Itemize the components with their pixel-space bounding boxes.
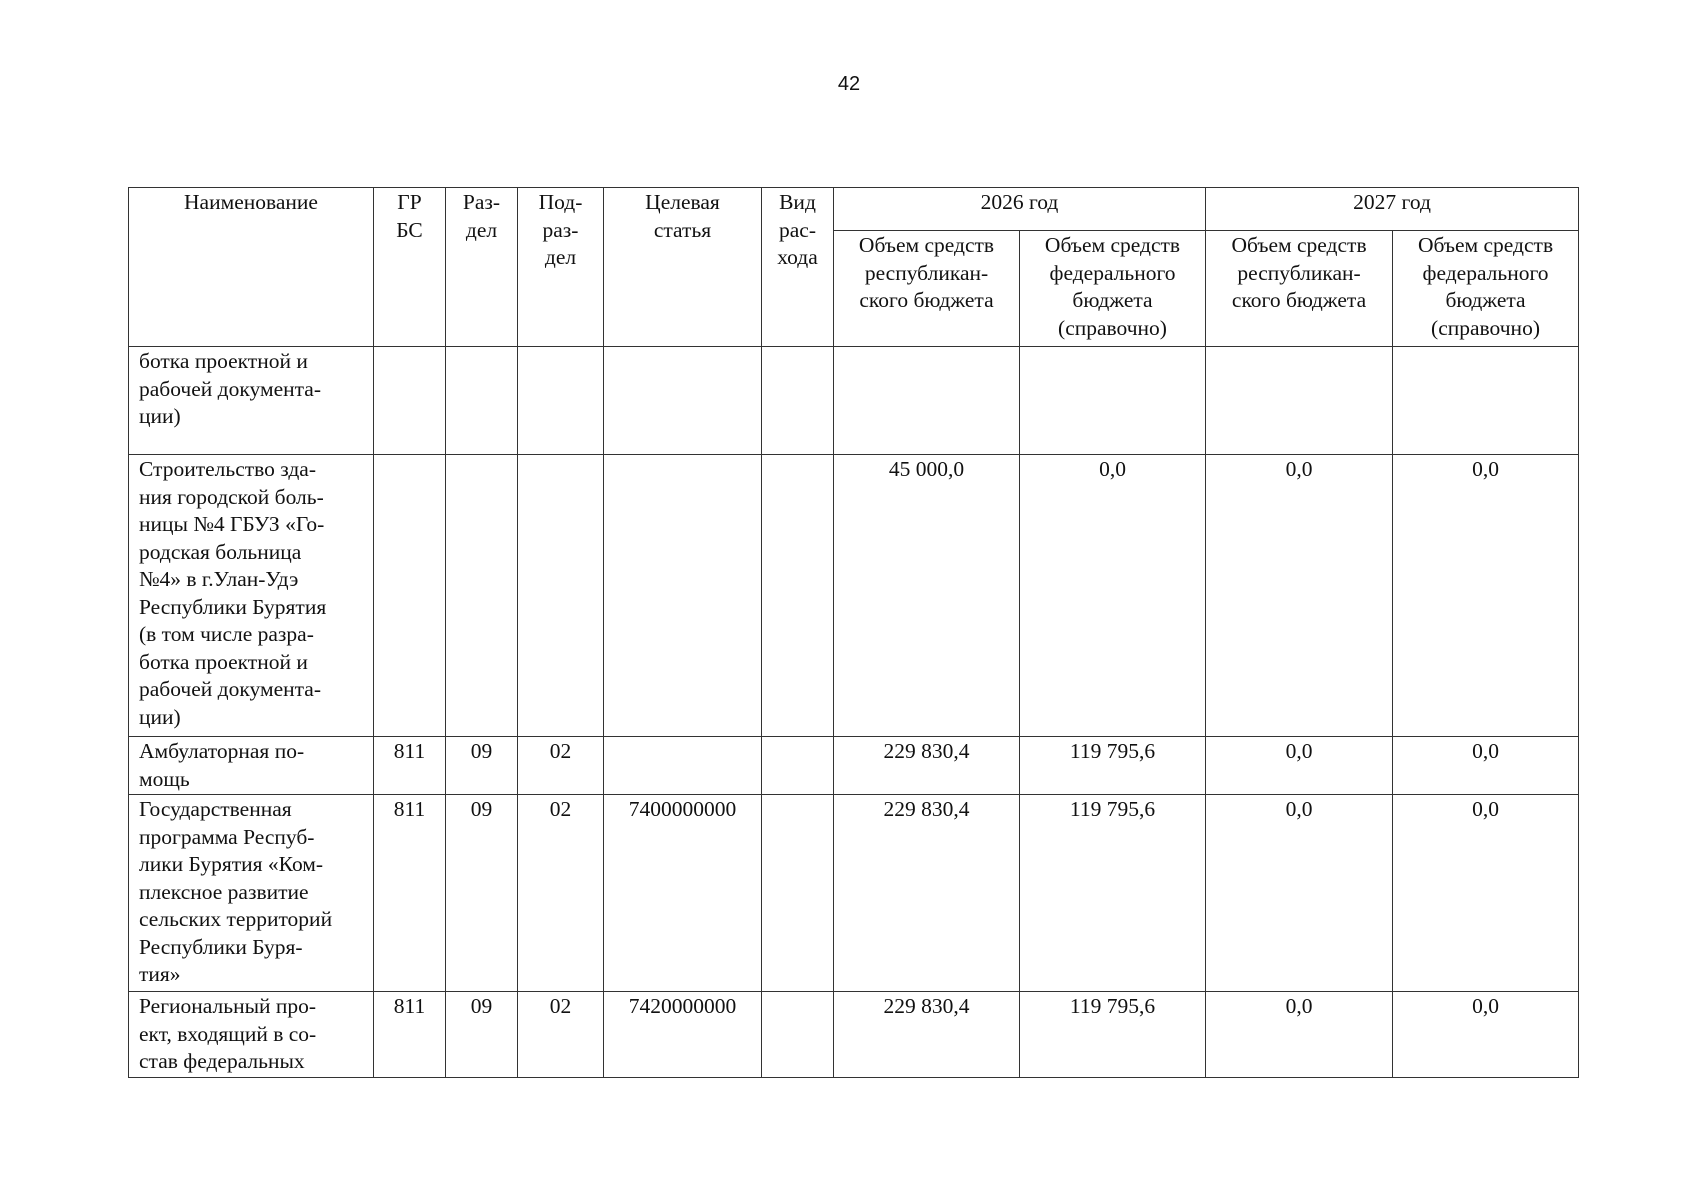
header-grbs: ГР БС [374, 188, 446, 347]
table-row [129, 455, 1579, 737]
cell-vid [762, 455, 834, 737]
cell-razdel: 09 [446, 992, 518, 1078]
cell-target [604, 737, 762, 795]
cell-rep-2026: 45 000,0 [834, 455, 1020, 737]
cell-razdel [446, 455, 518, 737]
cell-fed-2026: 119 795,6 [1020, 737, 1206, 795]
cell-razdel [446, 347, 518, 455]
cell-razdel: 09 [446, 795, 518, 992]
budget-table [128, 187, 1579, 1078]
cell-rep-2026: 229 830,4 [834, 737, 1020, 795]
cell-podrazdel [518, 347, 604, 455]
cell-target [604, 347, 762, 455]
cell-rep-2026: 229 830,4 [834, 992, 1020, 1078]
table-header-row [129, 188, 1579, 231]
cell-rep-2027 [1206, 347, 1393, 455]
header-rep-budget-2027: Объем средств республикан- ского бюджета [1206, 231, 1393, 347]
header-expense-type: Вид рас- хода [762, 188, 834, 347]
cell-name: ботка проектной и рабочей документа- ции) [129, 347, 374, 455]
table-row [129, 992, 1579, 1078]
header-fed-budget-2026: Объем средств федерального бюджета (справочно) [1020, 231, 1206, 347]
table-row [129, 795, 1579, 992]
header-rep-budget-2026: Объем средств республикан- ского бюджета [834, 231, 1020, 347]
cell-vid [762, 992, 834, 1078]
cell-grbs: 811 [374, 795, 446, 992]
cell-podrazdel: 02 [518, 795, 604, 992]
cell-target [604, 455, 762, 737]
cell-fed-2027: 0,0 [1393, 992, 1579, 1078]
cell-rep-2027: 0,0 [1206, 992, 1393, 1078]
header-podrazdel: Под- раз- дел [518, 188, 604, 347]
cell-fed-2026: 119 795,6 [1020, 992, 1206, 1078]
cell-fed-2027: 0,0 [1393, 737, 1579, 795]
cell-rep-2026: 229 830,4 [834, 795, 1020, 992]
table-row [129, 737, 1579, 795]
cell-fed-2026 [1020, 347, 1206, 455]
cell-rep-2026 [834, 347, 1020, 455]
header-year-2027: 2027 год [1206, 188, 1579, 231]
header-fed-budget-2027: Объем средств федерального бюджета (справочно) [1393, 231, 1579, 347]
cell-vid [762, 795, 834, 992]
cell-grbs [374, 347, 446, 455]
cell-name: Амбулаторная по- мощь [129, 737, 374, 795]
cell-target: 7420000000 [604, 992, 762, 1078]
header-razdel: Раз- дел [446, 188, 518, 347]
cell-name: Региональный про- ект, входящий в со- став федеральных [129, 992, 374, 1078]
header-year-2026: 2026 год [834, 188, 1206, 231]
cell-target: 7400000000 [604, 795, 762, 992]
header-name: Наименование [129, 188, 374, 347]
cell-rep-2027: 0,0 [1206, 737, 1393, 795]
cell-name: Строительство зда- ния городской боль- ницы №4 ГБУЗ «Го- родская больница №4» в г.Улан-Удэ Республики Бурятия (в том числе разра- ботка проектной и рабочей документа- ции) [129, 455, 374, 737]
cell-fed-2026: 119 795,6 [1020, 795, 1206, 992]
cell-fed-2026: 0,0 [1020, 455, 1206, 737]
cell-grbs: 811 [374, 992, 446, 1078]
cell-razdel: 09 [446, 737, 518, 795]
cell-podrazdel [518, 455, 604, 737]
cell-podrazdel: 02 [518, 737, 604, 795]
cell-fed-2027: 0,0 [1393, 455, 1579, 737]
cell-rep-2027: 0,0 [1206, 795, 1393, 992]
cell-rep-2027: 0,0 [1206, 455, 1393, 737]
page-number: 42 [837, 73, 861, 95]
cell-vid [762, 347, 834, 455]
cell-fed-2027: 0,0 [1393, 795, 1579, 992]
cell-name: Государственная программа Респуб- лики Бурятия «Ком- плексное развитие сельских территорий Республики Буря- тия» [129, 795, 374, 992]
cell-fed-2027 [1393, 347, 1579, 455]
table-row [129, 347, 1579, 455]
cell-podrazdel: 02 [518, 992, 604, 1078]
cell-grbs [374, 455, 446, 737]
cell-grbs: 811 [374, 737, 446, 795]
header-target-article: Целевая статья [604, 188, 762, 347]
cell-vid [762, 737, 834, 795]
